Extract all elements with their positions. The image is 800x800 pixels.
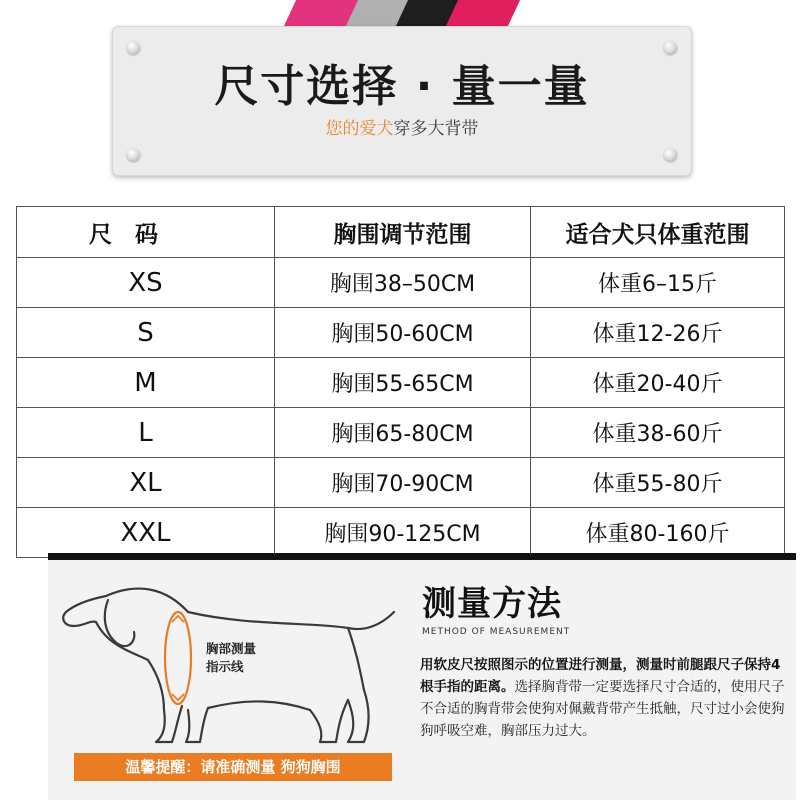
section-divider-bar <box>48 553 796 560</box>
table-row <box>17 508 785 558</box>
weight-value: 体重55-80斤 <box>531 458 785 508</box>
chest-value: 胸围55-65CM <box>275 358 531 408</box>
table-row <box>17 308 785 358</box>
banner-subtitle-highlight: 您的爱犬 <box>325 119 394 139</box>
measurement-panel <box>48 560 796 800</box>
table-row <box>17 358 785 408</box>
chest-value: 胸围65-80CM <box>275 408 531 458</box>
color-tab-red <box>446 0 520 26</box>
size-table <box>16 206 785 558</box>
weight-value: 体重6–15斤 <box>531 258 785 308</box>
banner-title: 尺寸选择 · 量一量 <box>214 61 590 112</box>
weight-value: 体重12-26斤 <box>531 308 785 358</box>
weight-value: 体重80-160斤 <box>531 508 785 558</box>
chest-label-line1: 胸部测量 <box>206 641 257 656</box>
size-value: S <box>17 308 275 358</box>
table-row <box>17 458 785 508</box>
chest-value: 胸围38–50CM <box>275 258 531 308</box>
size-value: M <box>17 358 275 408</box>
table-row <box>17 258 785 308</box>
header-size: 尺 码 <box>17 207 275 258</box>
chest-indicator-label <box>206 640 286 676</box>
banner-subtitle <box>113 117 691 141</box>
header-chest-range: 胸围调节范围 <box>275 207 531 258</box>
size-value: XS <box>17 258 275 308</box>
pin-top-left <box>127 41 140 54</box>
weight-value: 体重38-60斤 <box>531 408 785 458</box>
size-value: L <box>17 408 275 458</box>
banner-subtitle-rest: 穿多大背带 <box>393 119 479 139</box>
method-text-bold: 用软皮尺按照图示的位置进行测量，测量时前腿跟尺子保持4根手指的距离。 <box>420 657 781 695</box>
method-description <box>420 654 790 742</box>
weight-value: 体重20-40斤 <box>531 358 785 408</box>
method-title: 测量方法 <box>422 584 562 624</box>
method-subtitle: METHOD OF MEASUREMENT <box>422 627 571 637</box>
table-header-row <box>17 207 785 258</box>
pin-top-right <box>664 41 677 54</box>
chest-value: 胸围90-125CM <box>275 508 531 558</box>
method-text-normal: 选择胸背带一定要选择尺寸合适的，使用尺子不合适的胸背带会使狗对佩戴背带产生抵触，尺寸过小会使狗狗呼吸空难，胸部压力过大。 <box>420 679 785 739</box>
pin-bottom-right <box>664 148 677 161</box>
header-weight-range: 适合犬只体重范围 <box>531 207 785 258</box>
size-value: XXL <box>17 508 275 558</box>
title-banner <box>112 26 692 176</box>
pin-bottom-left <box>127 148 140 161</box>
reminder-banner: 温馨提醒：请准确测量 狗狗胸围 <box>74 753 392 781</box>
table-row <box>17 408 785 458</box>
chest-value: 胸围70-90CM <box>275 458 531 508</box>
chest-label-line2: 指示线 <box>206 659 244 674</box>
chest-value: 胸围50-60CM <box>275 308 531 358</box>
size-value: XL <box>17 458 275 508</box>
